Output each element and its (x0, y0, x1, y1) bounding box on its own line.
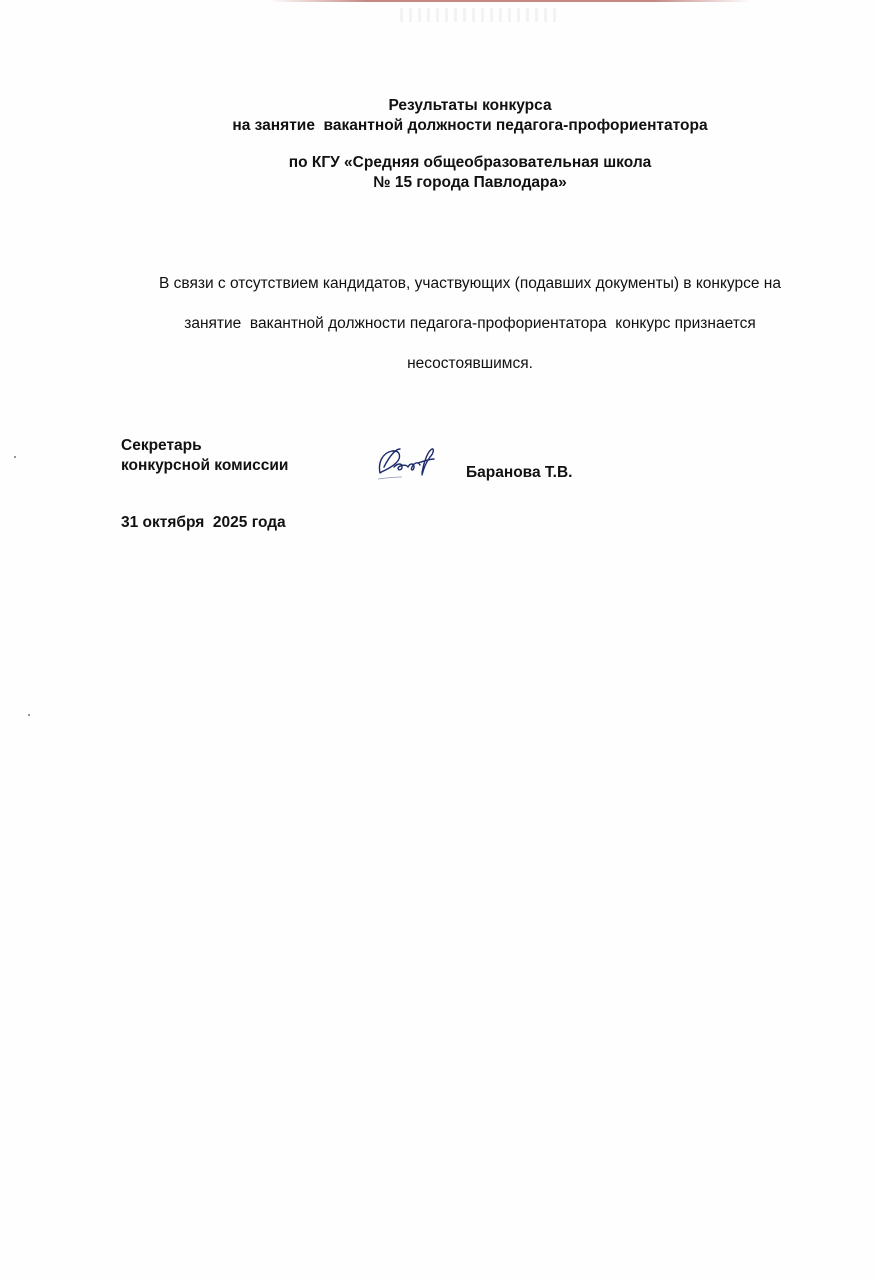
signatory-role (121, 436, 288, 476)
title-line: Результаты конкурса (388, 97, 552, 114)
body-line: В связи с отсутствием кандидатов, участвующих (подавших документы) в конкурсе на (159, 275, 781, 292)
document-date: 31 октября 2025 года (121, 514, 286, 531)
title-gap (0, 136, 875, 153)
handwritten-signature-icon (372, 443, 442, 483)
document-title (0, 96, 875, 193)
signatory-role-line: конкурсной комиссии (121, 457, 289, 474)
scan-speck (28, 714, 30, 716)
signatory-role-line: Секретарь (121, 437, 202, 454)
title-line: № 15 города Павлодара» (373, 174, 567, 191)
signatory-name: Баранова Т.В. (466, 464, 573, 481)
body-line: занятие вакантной должности педагога-профориентатора конкурс признается (184, 315, 756, 332)
scan-speck (14, 456, 16, 458)
body-line: несостоявшимся. (407, 355, 533, 372)
scan-bleed-through (400, 8, 560, 22)
title-line: по КГУ «Средняя общеобразовательная школа (288, 154, 652, 171)
title-line: на занятие вакантной должности педагога-профориентатора (232, 117, 708, 134)
announcement-text (120, 254, 820, 394)
scan-edge (270, 0, 750, 2)
